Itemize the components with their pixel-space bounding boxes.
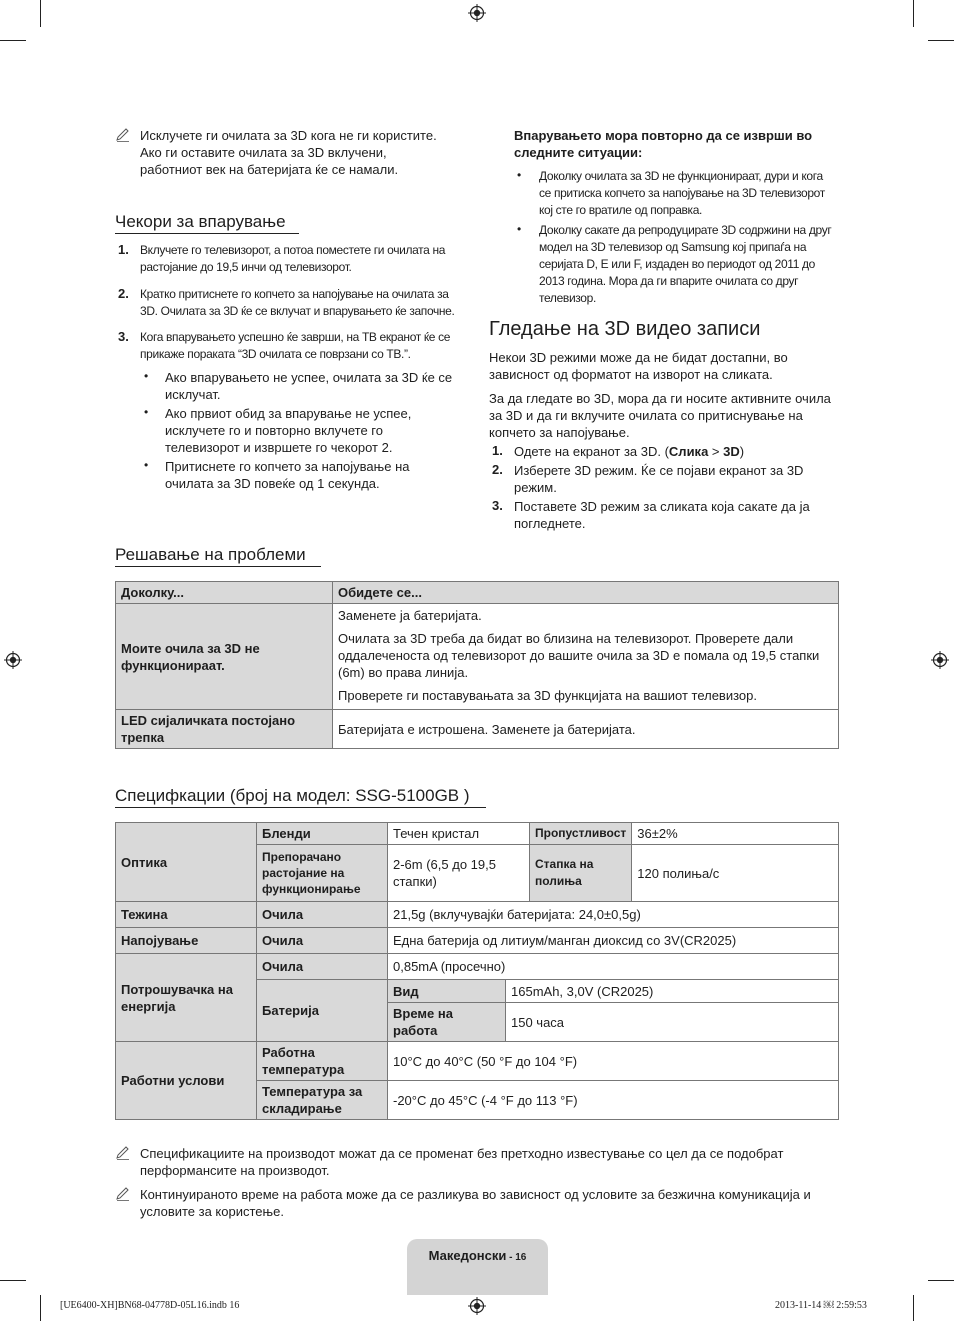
spec-label: Време на работа bbox=[388, 1003, 506, 1042]
pairing-step-number: 3. bbox=[118, 329, 129, 344]
footer-language: Македонски bbox=[428, 1248, 507, 1263]
footer-page-number: - 16 bbox=[506, 1252, 527, 1263]
registration-mark-icon bbox=[468, 1297, 486, 1315]
spec-value: -20°C до 45°C (-4 °F до 113 °F) bbox=[388, 1081, 839, 1120]
problem-cell: Моите очила за 3D не функционираат. bbox=[116, 604, 333, 710]
table-header: Обидете се... bbox=[333, 582, 839, 604]
pairing-step-text: Вклучете го телевизорот, а потоа поместете ги очилата на растојание до 19,5 инчи од телевизорот. bbox=[140, 243, 446, 274]
pairing-bullet: Притиснете го копчето за напојување на очилата за 3D повеќе од 1 секунда. bbox=[165, 459, 410, 491]
spec-value: 36±2% bbox=[632, 823, 839, 845]
pairing-heading: Чекори за впарување bbox=[115, 212, 299, 234]
spec-label: Пропустливост bbox=[530, 823, 632, 845]
spec-value: Една батерија од литиум/манган диоксид со 3V(CR2025) bbox=[388, 928, 839, 954]
spec-label: Препорачано растојание на функционирање bbox=[257, 845, 388, 902]
table-row bbox=[116, 928, 839, 954]
bullet-dot: • bbox=[144, 405, 149, 419]
problem-cell: LED сијаличката постојано трепка bbox=[116, 710, 333, 749]
viewing-step-text: Поставете 3D режим за сликата која сакате да ја погледнете. bbox=[514, 499, 810, 531]
registration-mark-icon bbox=[468, 4, 486, 22]
viewing-step-text: Одете на екранот за 3D. (Слика > 3D) bbox=[514, 444, 745, 459]
crop-mark-top-right-h bbox=[928, 40, 954, 41]
repair-bullet: Доколку сакате да репродуцирате 3D содржини на друг модел на 3D телевизор од Samsung кој припаѓа на серијата D, E или F, издаден во периодот од 2011 до 2013 година. Мора да ги впарите очилата со друг телевизор. bbox=[539, 223, 832, 305]
viewing-paragraph: Некои 3D режими може да не бидат достапни, во зависност од форматот на изворот на сликата. bbox=[489, 350, 788, 382]
crop-mark-top-left-v bbox=[40, 0, 41, 27]
table-row bbox=[116, 902, 839, 928]
table-header-row bbox=[116, 582, 839, 604]
spec-value: 21,5g (вклучувајќи батеријата: 24,0±0,5g) bbox=[388, 902, 839, 928]
bullet-dot: • bbox=[517, 222, 522, 236]
note-specs-change: Спецификациите на производот можат да се променат без претходно известување со цел да се подобрат перформансите на производот. bbox=[140, 1146, 784, 1178]
print-slug-left: [UE6400-XH]BN68-04778D-05L16.indb 16 bbox=[60, 1300, 240, 1311]
pairing-step-text: Кратко притиснете го копчето за напојување на очилата за 3D. Очилата за 3D ќе се вклучат и впарувањето ќе започне. bbox=[140, 287, 455, 318]
crop-mark-bottom-right-h bbox=[928, 1280, 954, 1281]
registration-mark-icon bbox=[4, 651, 22, 669]
crop-mark-bottom-left-h bbox=[0, 1280, 26, 1281]
crop-mark-bottom-left-v bbox=[40, 1295, 41, 1321]
bullet-dot: • bbox=[144, 458, 149, 472]
note-pencil-icon bbox=[115, 127, 131, 143]
specs-table bbox=[115, 822, 839, 1120]
pairing-bullet: Ако впарувањето не успее, очилата за 3D ќе се исклучат. bbox=[165, 370, 453, 402]
spec-label: Очила bbox=[257, 954, 388, 980]
repair-bullet: Доколку очилата за 3D не функционираат, дури и кога се притиска копчето за напојување на 3D телевизорот кој сте го вратиле од поправка. bbox=[539, 169, 825, 217]
page-footer-label bbox=[407, 1248, 548, 1263]
pairing-step-number: 1. bbox=[118, 242, 129, 257]
crop-mark-top-right-v bbox=[913, 0, 914, 27]
note-pencil-icon bbox=[115, 1145, 131, 1161]
spec-label: Батерија bbox=[257, 980, 388, 1042]
menu-3d: 3D bbox=[723, 444, 740, 459]
table-row bbox=[116, 710, 839, 749]
note-pencil-icon bbox=[115, 1186, 131, 1202]
table-row bbox=[116, 954, 839, 980]
menu-picture: Слика bbox=[668, 444, 709, 459]
spec-label: Очила bbox=[257, 928, 388, 954]
spec-label: Стапка на полиња bbox=[530, 845, 632, 902]
note-runtime: Континуираното време на работа може да се разликува во зависност од условите за безжична комуникација и условите за користење. bbox=[140, 1187, 811, 1219]
spec-value: 165mAh, 3,0V (CR2025) bbox=[506, 980, 839, 1003]
solution-cell: Батеријата е истрошена. Заменете ја батеријата. bbox=[333, 710, 839, 749]
viewing-heading: Гледање на 3D видео записи bbox=[489, 318, 761, 340]
spec-value: 10°C до 40°C (50 °F до 104 °F) bbox=[388, 1042, 839, 1081]
table-header: Доколку... bbox=[116, 582, 333, 604]
spec-category: Работни услови bbox=[116, 1042, 257, 1120]
bullet-dot: • bbox=[517, 168, 522, 182]
print-slug-right: 2013-11-14 ￼ 2:59:53 bbox=[775, 1300, 867, 1311]
pairing-step-number: 2. bbox=[118, 286, 129, 301]
spec-value: 150 часа bbox=[506, 1003, 839, 1042]
troubleshoot-heading: Решавање на проблеми bbox=[115, 545, 321, 567]
spec-label: Работна температура bbox=[257, 1042, 388, 1081]
spec-label: Бленди bbox=[257, 823, 388, 845]
viewing-step-number: 1. bbox=[492, 443, 503, 458]
bullet-dot: • bbox=[144, 369, 149, 383]
table-row bbox=[116, 823, 839, 845]
note-glasses-off: Исклучете ги очилата за 3D кога не ги користите. Ако ги оставите очилата за 3D вклучени, работниот век на батеријата ќе се намали. bbox=[140, 128, 437, 177]
spec-value: 0,85mA (просечно) bbox=[388, 954, 839, 980]
spec-category: Напојување bbox=[116, 928, 257, 954]
spec-label: Очила bbox=[257, 902, 388, 928]
table-row bbox=[116, 1042, 839, 1081]
spec-label: Вид bbox=[388, 980, 506, 1003]
spec-value: Течен кристал bbox=[388, 823, 530, 845]
table-row bbox=[116, 604, 839, 710]
solution-cell: Заменете ја батеријата. Очилата за 3D треба да бидат во близина на телевизорот. Проверете дали оддалеченоста од телевизорот до вашите очила за 3D е помала од 19,5 стапки (6m) во права линија. Проверете ги поставувањата за 3D функцијата на вашиот телевизор. bbox=[333, 604, 839, 710]
spec-label: Температура за складирање bbox=[257, 1081, 388, 1120]
specs-heading: Специфкации (број на модел: SSG-5100GB ) bbox=[115, 786, 486, 808]
viewing-step-number: 2. bbox=[492, 462, 503, 477]
viewing-step-number: 3. bbox=[492, 498, 503, 513]
troubleshoot-table bbox=[115, 581, 839, 749]
spec-value: 2-6m (6,5 до 19,5 стапки) bbox=[388, 845, 530, 902]
spec-category: Тежина bbox=[116, 902, 257, 928]
spec-category: Оптика bbox=[116, 823, 257, 902]
pairing-step-text: Кога впарувањето успешно ќе заврши, на ТВ екранот ќе се прикаже пораката “3D очилата се поврзани со ТВ.”. bbox=[140, 330, 451, 361]
pairing-bullet: Ако првиот обид за впарување не успее, исклучете го и повторно вклучете го телевизорот и извршете го чекорот 2. bbox=[165, 406, 412, 455]
repair-intro: Впарувањето мора повторно да се изврши во следните ситуации: bbox=[514, 128, 813, 160]
spec-category: Потрошувачка на енергија bbox=[116, 954, 257, 1042]
spec-value: 120 полиња/с bbox=[632, 845, 839, 902]
registration-mark-icon bbox=[931, 651, 949, 669]
crop-mark-top-left-h bbox=[0, 40, 26, 41]
viewing-paragraph: За да гледате во 3D, мора да ги носите активните очила за 3D и да ги вклучите очилата со притиснување на копчето за напојување. bbox=[489, 391, 831, 440]
viewing-step-text: Изберете 3D режим. Ќе се појави екранот за 3D режим. bbox=[514, 463, 804, 495]
crop-mark-bottom-right-v bbox=[913, 1295, 914, 1321]
